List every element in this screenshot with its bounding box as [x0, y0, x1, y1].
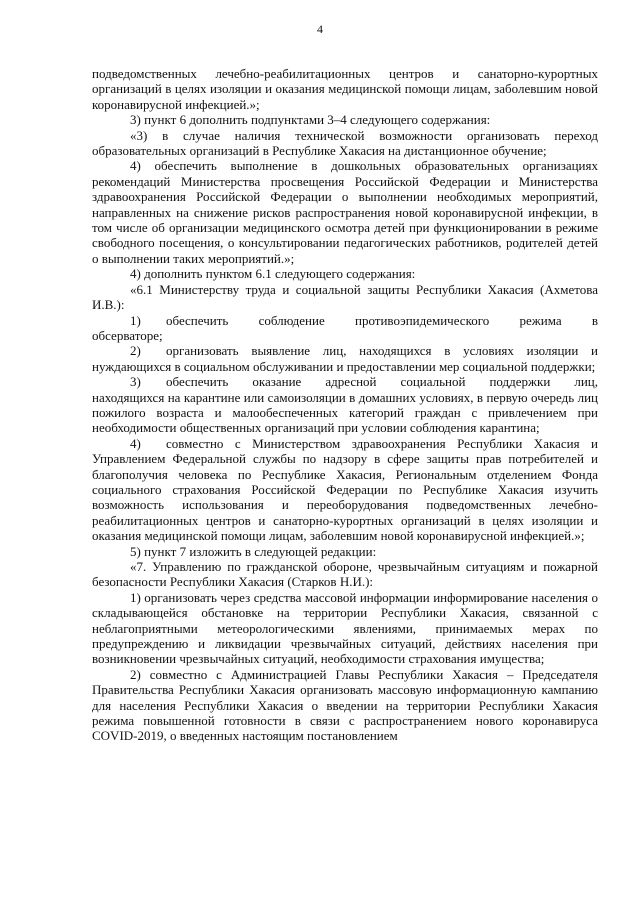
item-number: 3) — [130, 374, 141, 390]
paragraph: 2) совместно с Администрацией Главы Республики Хакасия – Председателя Правительства Республики Хакасия организовать массовую информационную кампанию для населения Республики Хакасия о введении на территории Республики Хакасия режима повышенной готовности в связи с распространением нового коронавируса COVID-2019, о введенных настоящим постановлением — [92, 666, 598, 744]
paragraph: 4) дополнить пунктом 6.1 следующего содержания: — [130, 266, 416, 282]
paragraph: «6.1 Министерству труда и социальной защиты Республики Хакасия (Ахметова И.В.): — [92, 281, 598, 313]
paragraph: подведомственных лечебно-реабилитационных центров и санаторно-курортных организаций в целях изоляции и оказания медицинской помощи лицам, заболевшим новой коронавирусной инфекцией.»; — [92, 66, 598, 112]
numbered-item — [92, 374, 598, 436]
item-number: 1) — [130, 312, 141, 328]
item-text: обеспечить оказание адресной социальной поддержки лиц, — [166, 374, 598, 390]
paragraph: «7. Управлению по гражданской обороне, чрезвычайным ситуациям и пожарной безопасности Республики Хакасия (Старков Н.И.): — [92, 559, 598, 590]
item-continuation: нуждающихся в социальном обслуживании и предоставлении мер социальной поддержки; — [92, 358, 596, 374]
item-continuation: находящихся на карантине или самоизоляции в домашних условиях, в первую очередь лиц пожилого возраста и малообеспеченных категорий граждан с привлечением при необходимости общественных организаций при условии соблюдения карантина; — [92, 389, 598, 436]
item-text: обеспечить соблюдение противоэпидемического режима в — [166, 312, 598, 328]
item-text: совместно с Министерством здравоохранения Республики Хакасия и — [166, 435, 598, 451]
paragraph: 1) организовать через средства массовой информации информирование населения о складывающейся обстановке на территории Республики Хакасия, связанной с неблагоприятными метеорологическими явлениями, принимаемых мерах по предупреждению и ликвидации чрезвычайных ситуаций, действиях населения при возникновении чрезвычайных ситуаций, необходимости страхования имущества; — [92, 589, 598, 667]
item-number: 2) — [130, 343, 141, 359]
page-number: 4 — [317, 22, 323, 36]
item-continuation: обсерваторе; — [92, 327, 163, 343]
paragraph: «3) в случае наличия технической возможности организовать переход образовательных организаций в Республике Хакасия на дистанционное обучение; — [92, 127, 598, 159]
item-text: организовать выявление лиц, находящихся в условиях изоляции и — [166, 343, 598, 359]
numbered-item — [92, 436, 598, 544]
document-body — [92, 66, 598, 744]
paragraph: 4) обеспечить выполнение в дошкольных образовательных организациях рекомендаций Министерства просвещения Российской Федерации и Министерства здравоохранения Российской Федерации о выполнении необходимых мероприятий, направленных на снижение рисков распространения новой коронавирусной инфекции, в том числе об организации медицинского осмотра детей при функционировании в режиме свободного посещения, о консультировании педагогических работников, родителей детей о выполнении таких мероприятий.»; — [92, 158, 598, 266]
numbered-item — [92, 343, 598, 374]
paragraph: 5) пункт 7 изложить в следующей редакции: — [130, 543, 377, 559]
item-number: 4) — [130, 435, 141, 451]
item-continuation: Управлением Федеральной службы по надзору в сфере защиты прав потребителей и благополучия человека по Республике Хакасия, Региональным отделением Фонда социального страхования Российской Федерации по Республике Хакасия изучить возможность использования и переоборудования подведомственных лечебно-реабилитационных центров и санаторно-курортных организаций в целях изоляции и оказания медицинской помощи лицам, заболевшим новой коронавирусной инфекцией.»; — [92, 451, 598, 544]
numbered-item — [92, 313, 598, 344]
paragraph: 3) пункт 6 дополнить подпунктами 3–4 следующего содержания: — [130, 112, 491, 128]
